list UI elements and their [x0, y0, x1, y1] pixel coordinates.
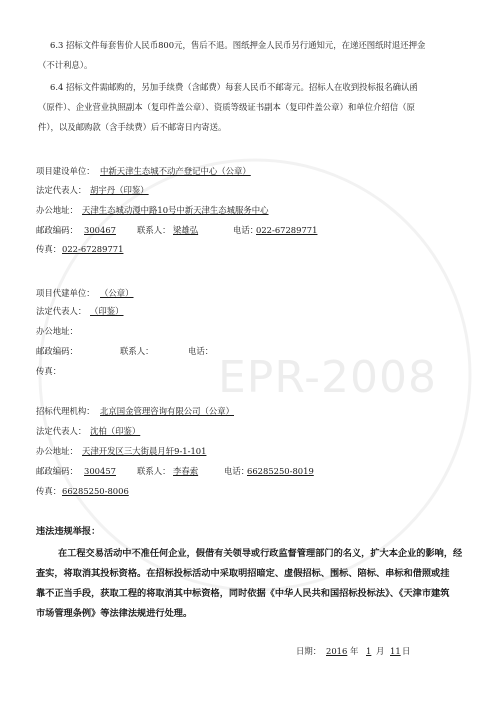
date-day-unit: 日 — [402, 646, 411, 656]
agent-rep-value: （印鉴） — [90, 306, 124, 316]
agent-zip-label: 邮政编码： — [36, 346, 78, 356]
agency-fax-label: 传真： — [36, 486, 62, 496]
date-month: 1 — [366, 646, 372, 656]
agency-tel-label: 电话： — [224, 466, 250, 476]
tenderer-rep-value: 胡宇丹（印鉴） — [90, 185, 149, 195]
tenderer-unit-label: 项目建设单位： — [36, 166, 95, 176]
agency-rep-label: 法定代表人： — [36, 426, 87, 436]
tenderer-fax-value: 022-67289771 — [62, 244, 124, 254]
report-line-4: 市场管理条例》等法律法规进行处理。 — [36, 608, 193, 619]
agency-zip-label: 邮政编码： — [36, 466, 78, 476]
date-month-unit: 月 — [376, 646, 385, 656]
tenderer-rep-label: 法定代表人： — [36, 185, 87, 195]
report-line-2: 查实，将取消其投标资格。在招标投标活动中采取明招暗定、虚假招标、围标、陪标、串标和借照或挂 — [36, 568, 450, 579]
tenderer-tel-label: 电话： — [233, 225, 259, 235]
watermark-text: EPR-2008 — [218, 352, 437, 403]
fee-line-2: （不计利息）。 — [38, 60, 93, 70]
agency-addr-label: 办公地址： — [36, 446, 78, 456]
agency-addr-value: 天津开发区三大街晨月轩9-1-101 — [82, 446, 207, 456]
report-line-1: 在工程交易活动中不准任何企业，假借有关领导或行政监督管理部门的名义，扩大本企业的影响，经 — [58, 548, 463, 559]
tenderer-contact-label: 联系人： — [137, 225, 171, 235]
agency-fax-value: 66285250-8006 — [62, 486, 129, 496]
fee-line-1: 6.3 招标文件每套售价人民币800元，售后不退。图纸押金人民币另行通知元，在递还图纸时退还押金 — [50, 40, 426, 50]
agent-fax-label: 传真： — [36, 366, 62, 376]
fee-line-5: 件），以及邮购款（含手续费）后不邮寄日内寄送。 — [38, 122, 227, 132]
agent-tel-label: 电话： — [188, 346, 214, 356]
date-year: 2016 — [326, 646, 348, 656]
agency-tel-value: 66285250-8019 — [247, 466, 314, 476]
date-label: 日期： — [296, 646, 322, 656]
tenderer-contact-value: 梁雄弘 — [173, 225, 199, 235]
tenderer-unit-value: 中新天津生态城不动产登记中心（公章） — [100, 166, 251, 176]
tenderer-zip-label: 邮政编码： — [36, 225, 78, 235]
agency-contact-value: 李春索 — [173, 466, 199, 476]
agent-addr-label: 办公地址： — [36, 326, 78, 336]
report-heading: 违法违规举报： — [36, 526, 101, 537]
tenderer-addr-value: 天津生态城动漫中路10号中新天津生态城服务中心 — [82, 205, 269, 215]
tenderer-tel-value: 022-67289771 — [256, 225, 318, 235]
tenderer-addr-label: 办公地址： — [36, 205, 78, 215]
report-line-3: 靠不正当手段，获取工程的将取消其中标资格，同时依据《中华人民共和国招标投标法》、《天津市建筑 — [36, 588, 450, 599]
date-year-unit: 年 — [350, 646, 359, 656]
agency-contact-label: 联系人： — [137, 466, 171, 476]
agent-unit-label: 项目代建单位： — [36, 288, 95, 298]
agency-unit-value: 北京国金管理咨询有限公司（公章） — [100, 406, 234, 416]
tenderer-fax-label: 传真： — [36, 244, 62, 254]
fee-line-3: 6.4 招标文件需邮购的，另加手续费（含邮费）每套人民币不邮寄元。招标人在收到投标报名确认函 — [50, 82, 418, 92]
date-day: 11 — [390, 646, 401, 656]
agency-unit-label: 招标代理机构： — [36, 406, 95, 416]
fee-line-4: （原件）、企业营业执照副本（复印件盖公章）、资质等级证书副本（复印件盖公章）和单位介绍信（原 — [38, 102, 415, 112]
tenderer-zip-value: 300467 — [84, 225, 116, 235]
agent-unit-value: （公章） — [100, 288, 134, 298]
agency-zip-value: 300457 — [84, 466, 116, 476]
agent-contact-label: 联系人： — [120, 346, 154, 356]
agent-rep-label: 法定代表人： — [36, 306, 87, 316]
agency-rep-value: 沈柏（印鉴） — [90, 426, 141, 436]
